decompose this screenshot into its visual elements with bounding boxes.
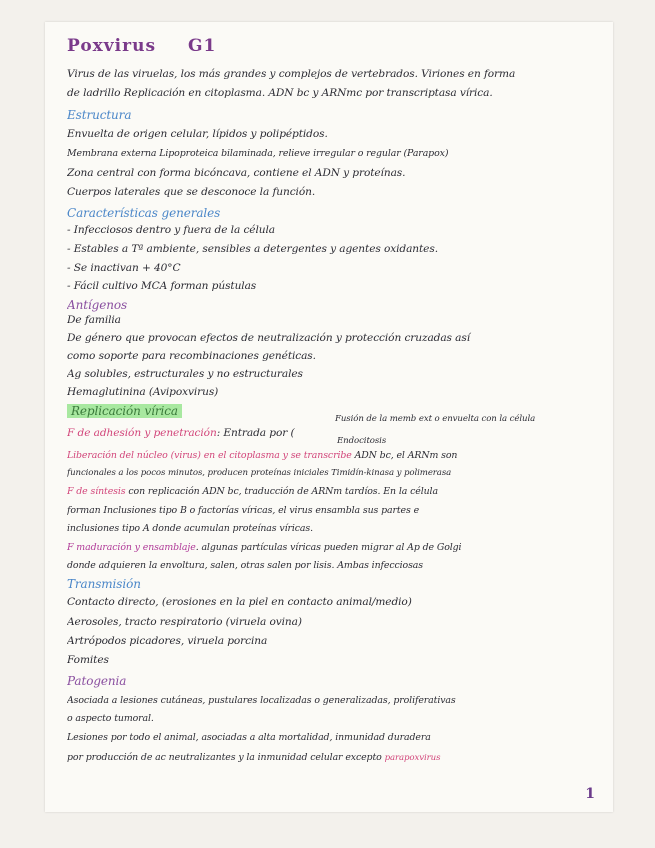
fusion-annotation: Fusión de la memb ext o envuelta con la célula — [335, 414, 536, 424]
section-heading-caracteristicas: Características generales — [67, 206, 221, 220]
text-line: - Fácil cultivo MCA forman pústulas — [67, 280, 257, 292]
phase-label-liberacion: Liberación del núcleo (virus) en el citoplasma y se — [67, 450, 301, 461]
patogenia-final-text: por producción de ac neutralizantes y la inmunidad celular excepto — [67, 752, 382, 763]
notebook-page — [45, 22, 613, 812]
title-text: Poxvirus — [67, 36, 157, 56]
phase-label-sintesis: F de síntesis — [67, 486, 126, 497]
text-line: Fomites — [67, 654, 109, 666]
text-line: Hemaglutinina (Avipoxvirus) — [67, 386, 219, 398]
intro-line: de ladrillo Replicación en citoplasma. ADN bc y ARNmc por transcriptasa vírica. — [67, 87, 493, 99]
text-line: Zona central con forma bicóncava, contiene el ADN y proteínas. — [67, 167, 406, 179]
replication-line — [67, 450, 605, 461]
endocytosis-label: Endocitosis — [337, 436, 387, 446]
transcribe-word: transcribe — [303, 450, 352, 461]
page-number: 1 — [585, 786, 595, 802]
text-line: Asociada a lesiones cutáneas, pustulares localizadas o generalizadas, proliferativas — [67, 695, 456, 706]
text-line: - Infecciosos dentro y fuera de la célula — [67, 224, 275, 236]
text-line: como soporte para recombinaciones genéticas. — [67, 350, 316, 362]
page-title — [67, 36, 605, 56]
text-line: forman Inclusiones tipo B o factorías víricas, el virus ensambla sus partes e — [67, 505, 420, 516]
text-line: Lesiones por todo el animal, asociadas a alta mortalidad, inmunidad duradera — [67, 732, 431, 743]
text-line: De familia — [67, 314, 121, 326]
text-line: Aerosoles, tracto respiratorio (viruela ovina) — [67, 616, 302, 628]
section-heading-antigenos: Antígenos — [67, 298, 128, 312]
text-line: Membrana externa Lipoproteica bilaminada, relieve irregular o regular (Parapox) — [67, 148, 449, 159]
section-heading-transmision: Transmisión — [67, 577, 141, 591]
phase-label-maduracion: F maduración y ensamblaje — [67, 542, 196, 553]
text-line: Cuerpos laterales que se desconoce la función. — [67, 186, 316, 198]
text-line: - Estables a Tª ambiente, sensibles a detergentes y agentes oxidantes. — [67, 243, 438, 255]
phase-label-adhesion: F de adhesión y penetración — [67, 427, 217, 439]
highlighted-heading: Replicación vírica — [67, 404, 182, 418]
phase-text: : Entrada por ( — [216, 427, 295, 439]
section-heading-estructura: Estructura — [67, 108, 132, 122]
text-line: Contacto directo, (erosiones en la piel en contacto animal/medio) — [67, 596, 412, 608]
text-line: De género que provocan efectos de neutralización y protección cruzadas así — [67, 332, 470, 344]
text-line: - Se inactivan + 40°C — [67, 262, 181, 274]
phase-text: ADN bc, el ARNm son — [351, 450, 458, 461]
text-line: Ag solubles, estructurales y no estructurales — [67, 368, 303, 380]
replication-line — [67, 486, 605, 497]
replication-line — [67, 542, 605, 553]
text-line: donde adquieren la envoltura, salen, otras salen por lisis. Ambas infecciosas — [67, 560, 423, 571]
parapoxvirus-word: parapoxvirus — [384, 753, 441, 763]
text-line: Artrópodos picadores, viruela porcina — [67, 635, 268, 647]
text-line: Envuelta de origen celular, lípidos y polipéptidos. — [67, 128, 328, 140]
text-line: funcionales a los pocos minutos, producen proteínas iniciales Timidín-kinasa y polimerasa — [67, 468, 452, 478]
group-label: G1 — [188, 36, 217, 56]
phase-text: . algunas partículas víricas pueden migrar al Ap de Golgi — [195, 542, 462, 553]
phase-text: con replicación ADN bc, traducción de ARNm tardíos. En la célula — [125, 486, 438, 497]
text-line: o aspecto tumoral. — [67, 713, 154, 724]
text-line: inclusiones tipo A donde acumulan proteínas víricas. — [67, 523, 313, 534]
text-line — [67, 752, 605, 763]
intro-line: Virus de las viruelas, los más grandes y complejos de vertebrados. Viriones en forma — [67, 68, 516, 80]
section-heading-patogenia: Patogenia — [67, 674, 127, 688]
